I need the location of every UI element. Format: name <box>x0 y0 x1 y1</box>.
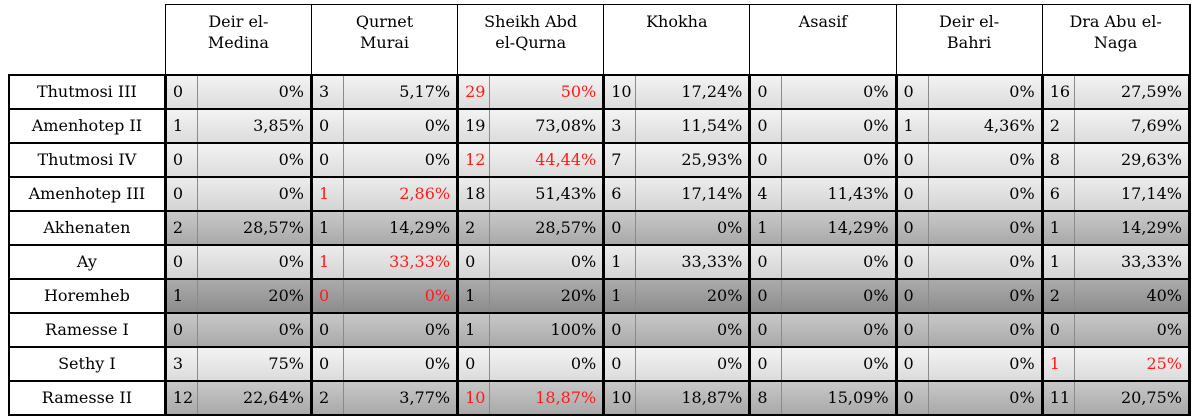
tomb-count-cell: 0 <box>604 211 636 245</box>
tomb-count-cell: 0 <box>1042 313 1074 347</box>
tomb-count-cell: 0 <box>750 109 782 143</box>
tomb-count-cell: 2 <box>311 381 343 415</box>
tomb-count-cell: 1 <box>1042 245 1074 279</box>
column-header-line1: Asasif <box>798 12 848 31</box>
column-header <box>311 5 457 75</box>
tomb-count-cell: 0 <box>165 313 197 347</box>
tomb-percent-cell: 5,17% <box>344 75 458 109</box>
tomb-count-cell: 0 <box>750 347 782 381</box>
pharaoh-name: Sethy I <box>9 347 165 381</box>
tomb-percent-cell: 17,24% <box>636 75 750 109</box>
tomb-count-cell: 0 <box>896 211 928 245</box>
tomb-percent-cell: 2,86% <box>344 177 458 211</box>
tomb-percent-cell: 0% <box>782 279 896 313</box>
tomb-count-cell: 2 <box>165 211 197 245</box>
tomb-count-cell: 2 <box>458 211 490 245</box>
tomb-percent-cell: 33,33% <box>1075 245 1190 279</box>
column-header-line1: Sheikh Abd <box>484 12 578 31</box>
tomb-count-cell: 0 <box>896 143 928 177</box>
tomb-count-cell: 19 <box>458 109 490 143</box>
tomb-count-cell: 4 <box>750 177 782 211</box>
tomb-count-cell: 3 <box>311 75 343 109</box>
tomb-percent-cell: 33,33% <box>344 245 458 279</box>
tomb-percent-cell: 0% <box>929 211 1043 245</box>
tomb-count-cell: 0 <box>896 279 928 313</box>
tomb-count-cell: 12 <box>458 143 490 177</box>
tomb-percent-cell: 20,75% <box>1075 381 1190 415</box>
tomb-percent-cell: 0% <box>929 245 1043 279</box>
tomb-count-cell: 10 <box>458 381 490 415</box>
tomb-percent-cell: 28,57% <box>198 211 312 245</box>
tomb-percent-cell: 0% <box>929 143 1043 177</box>
tomb-count-cell: 0 <box>311 109 343 143</box>
column-header-line1: Qurnet <box>355 12 414 31</box>
pharaoh-name: Ramesse II <box>9 381 165 415</box>
tomb-percent-cell: 18,87% <box>636 381 750 415</box>
tomb-percent-cell: 4,36% <box>929 109 1043 143</box>
tomb-count-cell: 0 <box>750 143 782 177</box>
tomb-percent-cell: 11,43% <box>782 177 896 211</box>
tomb-count-cell: 7 <box>604 143 636 177</box>
corner-cell <box>9 5 165 75</box>
column-header-line1: Khokha <box>646 12 708 31</box>
tomb-percent-cell: 0% <box>198 245 312 279</box>
tomb-count-cell: 1 <box>604 245 636 279</box>
tomb-count-cell: 1 <box>311 245 343 279</box>
column-header-line2: Medina <box>207 33 269 52</box>
tomb-percent-cell: 0% <box>929 381 1043 415</box>
column-header <box>750 5 896 75</box>
tomb-percent-cell: 11,54% <box>636 109 750 143</box>
column-header <box>1042 5 1189 75</box>
tomb-count-cell: 0 <box>311 143 343 177</box>
tomb-count-cell: 11 <box>1042 381 1074 415</box>
pharaoh-name: Amenhotep II <box>9 109 165 143</box>
tomb-count-cell: 0 <box>750 313 782 347</box>
tomb-percent-cell: 0% <box>782 109 896 143</box>
tomb-count-cell: 10 <box>604 381 636 415</box>
tomb-count-cell: 0 <box>896 381 928 415</box>
column-header-line1: Deir el- <box>208 12 269 31</box>
tomb-count-cell: 6 <box>604 177 636 211</box>
tomb-count-cell: 0 <box>750 245 782 279</box>
tomb-percent-cell: 0% <box>929 177 1043 211</box>
tomb-count-cell: 1 <box>458 279 490 313</box>
tomb-percent-cell: 0% <box>782 347 896 381</box>
tomb-count-cell: 0 <box>165 75 197 109</box>
tomb-count-cell: 1 <box>311 211 343 245</box>
tomb-percent-cell: 0% <box>344 313 458 347</box>
column-header <box>604 5 750 75</box>
column-header <box>896 5 1042 75</box>
tomb-count-cell: 8 <box>750 381 782 415</box>
tomb-count-cell: 3 <box>165 347 197 381</box>
tomb-percent-cell: 3,85% <box>198 109 312 143</box>
tomb-percent-cell: 0% <box>198 75 312 109</box>
table-row <box>9 177 1190 211</box>
pharaoh-name: Amenhotep III <box>9 177 165 211</box>
tomb-count-cell: 0 <box>165 245 197 279</box>
table-row <box>9 279 1190 313</box>
tomb-count-cell: 12 <box>165 381 197 415</box>
tomb-percent-cell: 0% <box>782 313 896 347</box>
tomb-percent-cell: 25% <box>1075 347 1190 381</box>
tomb-percent-cell: 75% <box>198 347 312 381</box>
tomb-percent-cell: 0% <box>490 245 604 279</box>
column-header-line1: Deir el- <box>939 12 1000 31</box>
tomb-percent-cell: 17,14% <box>636 177 750 211</box>
tomb-count-cell: 0 <box>458 245 490 279</box>
tomb-percent-cell: 0% <box>198 177 312 211</box>
tomb-percent-cell: 28,57% <box>490 211 604 245</box>
tomb-count-cell: 1 <box>165 279 197 313</box>
pharaoh-name: Ay <box>9 245 165 279</box>
tomb-percent-cell: 0% <box>636 347 750 381</box>
tomb-count-cell: 1 <box>604 279 636 313</box>
tomb-percent-cell: 3,77% <box>344 381 458 415</box>
tomb-percent-cell: 14,29% <box>782 211 896 245</box>
column-header-line2: Bahri <box>946 33 992 52</box>
tomb-percent-cell: 44,44% <box>490 143 604 177</box>
column-header <box>458 5 604 75</box>
tomb-count-cell: 0 <box>896 245 928 279</box>
column-header <box>165 5 311 75</box>
tomb-percent-cell: 0% <box>782 143 896 177</box>
tomb-count-cell: 10 <box>604 75 636 109</box>
tomb-count-cell: 0 <box>750 75 782 109</box>
pharaoh-name: Akhenaten <box>9 211 165 245</box>
tomb-count-cell: 1 <box>1042 211 1074 245</box>
column-header-line2: Naga <box>1093 33 1138 52</box>
tomb-percent-cell: 40% <box>1075 279 1190 313</box>
tomb-count-cell: 6 <box>1042 177 1074 211</box>
column-header-line2: Murai <box>360 33 410 52</box>
tomb-percent-cell: 17,14% <box>1075 177 1190 211</box>
tomb-percent-cell: 20% <box>490 279 604 313</box>
tomb-percent-cell: 29,63% <box>1075 143 1190 177</box>
tomb-percent-cell: 0% <box>929 75 1043 109</box>
tomb-count-cell: 0 <box>604 347 636 381</box>
tomb-count-cell: 0 <box>311 347 343 381</box>
tomb-percent-cell: 18,87% <box>490 381 604 415</box>
tomb-count-cell: 1 <box>896 109 928 143</box>
tomb-percent-cell: 0% <box>344 109 458 143</box>
tomb-percent-cell: 73,08% <box>490 109 604 143</box>
tomb-percent-cell: 0% <box>782 245 896 279</box>
tomb-count-cell: 0 <box>750 279 782 313</box>
pharaoh-name: Horemheb <box>9 279 165 313</box>
table-row <box>9 143 1190 177</box>
pharaoh-name: Thutmosi IV <box>9 143 165 177</box>
tomb-percent-cell: 0% <box>929 313 1043 347</box>
tomb-count-cell: 0 <box>165 143 197 177</box>
tomb-count-cell: 0 <box>604 313 636 347</box>
necropolis-distribution-table <box>8 4 1191 416</box>
tomb-percent-cell: 7,69% <box>1075 109 1190 143</box>
pharaoh-name: Thutmosi III <box>9 75 165 109</box>
tomb-percent-cell: 14,29% <box>344 211 458 245</box>
tomb-percent-cell: 0% <box>198 143 312 177</box>
tomb-percent-cell: 51,43% <box>490 177 604 211</box>
tomb-percent-cell: 25,93% <box>636 143 750 177</box>
tomb-count-cell: 1 <box>165 109 197 143</box>
tomb-percent-cell: 0% <box>929 347 1043 381</box>
tomb-count-cell: 18 <box>458 177 490 211</box>
pharaoh-name: Ramesse I <box>9 313 165 347</box>
column-header-line2: el-Qurna <box>495 33 567 52</box>
tomb-count-cell: 0 <box>896 177 928 211</box>
tomb-count-cell: 0 <box>896 347 928 381</box>
table-row <box>9 313 1190 347</box>
tomb-count-cell: 8 <box>1042 143 1074 177</box>
tomb-count-cell: 3 <box>604 109 636 143</box>
tomb-count-cell: 29 <box>458 75 490 109</box>
tomb-percent-cell: 0% <box>198 313 312 347</box>
tomb-count-cell: 1 <box>311 177 343 211</box>
tomb-count-cell: 1 <box>1042 347 1074 381</box>
table-row <box>9 245 1190 279</box>
tomb-percent-cell: 100% <box>490 313 604 347</box>
tomb-percent-cell: 0% <box>344 279 458 313</box>
tomb-percent-cell: 0% <box>782 75 896 109</box>
tomb-percent-cell: 20% <box>198 279 312 313</box>
table-row <box>9 347 1190 381</box>
tomb-count-cell: 0 <box>458 347 490 381</box>
tomb-count-cell: 0 <box>311 279 343 313</box>
tomb-percent-cell: 0% <box>344 143 458 177</box>
tomb-percent-cell: 0% <box>1075 313 1190 347</box>
tomb-percent-cell: 50% <box>490 75 604 109</box>
tomb-count-cell: 0 <box>311 313 343 347</box>
column-header-line1: Dra Abu el- <box>1069 12 1162 31</box>
tomb-percent-cell: 14,29% <box>1075 211 1190 245</box>
tomb-count-cell: 2 <box>1042 279 1074 313</box>
table-row <box>9 211 1190 245</box>
tomb-percent-cell: 20% <box>636 279 750 313</box>
table-row <box>9 75 1190 109</box>
tomb-percent-cell: 15,09% <box>782 381 896 415</box>
table-row <box>9 109 1190 143</box>
tomb-count-cell: 0 <box>165 177 197 211</box>
tomb-count-cell: 16 <box>1042 75 1074 109</box>
tomb-percent-cell: 0% <box>636 211 750 245</box>
tomb-percent-cell: 0% <box>636 313 750 347</box>
tomb-percent-cell: 0% <box>929 279 1043 313</box>
tomb-percent-cell: 0% <box>344 347 458 381</box>
tomb-percent-cell: 27,59% <box>1075 75 1190 109</box>
tomb-count-cell: 0 <box>896 75 928 109</box>
tomb-count-cell: 1 <box>458 313 490 347</box>
tomb-percent-cell: 33,33% <box>636 245 750 279</box>
tomb-percent-cell: 0% <box>490 347 604 381</box>
tomb-count-cell: 1 <box>750 211 782 245</box>
tomb-percent-cell: 22,64% <box>198 381 312 415</box>
tomb-count-cell: 0 <box>896 313 928 347</box>
tomb-count-cell: 2 <box>1042 109 1074 143</box>
